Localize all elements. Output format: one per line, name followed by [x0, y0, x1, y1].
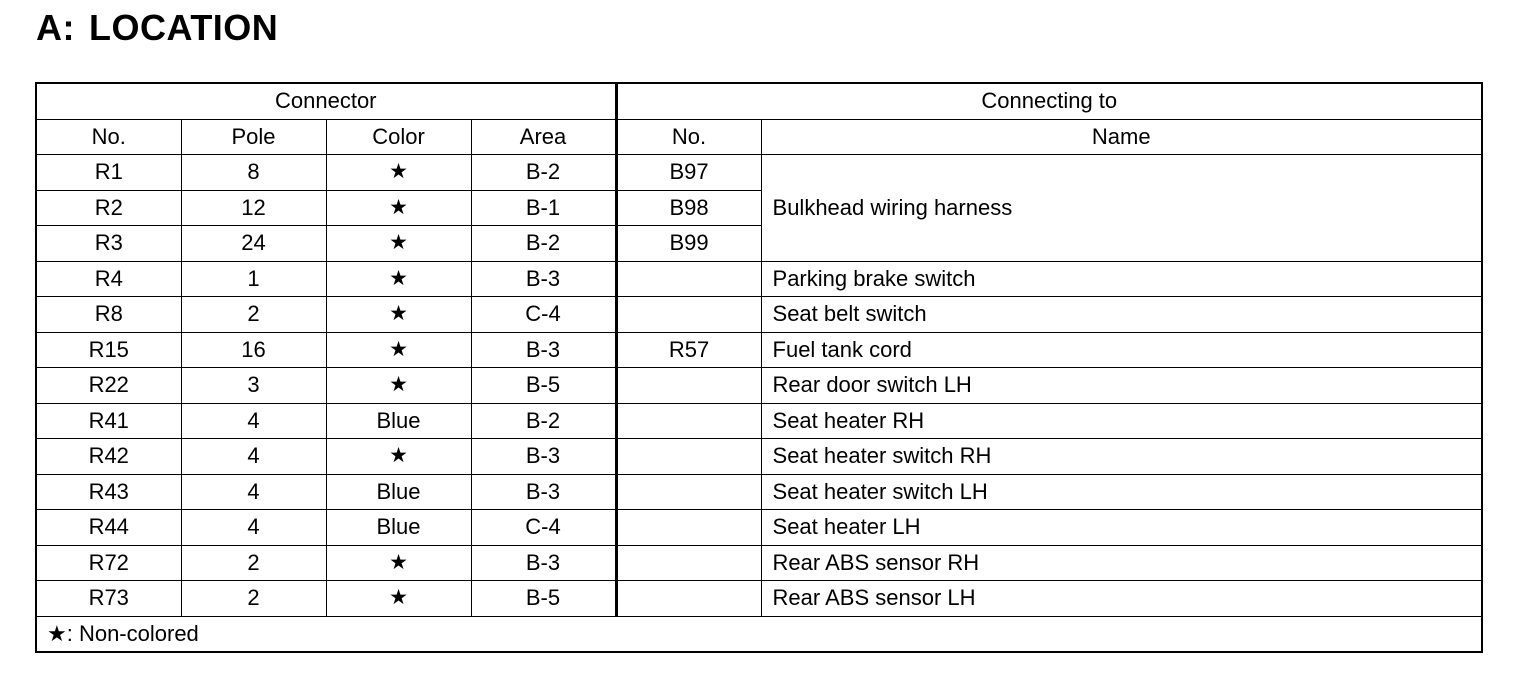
cell-pole: 2 — [181, 581, 326, 617]
cell-to-no — [616, 510, 761, 546]
cell-color: Blue — [326, 403, 471, 439]
table-row — [36, 474, 1482, 510]
cell-pole: 8 — [181, 155, 326, 191]
col-header-no: No. — [36, 119, 181, 155]
column-header-row — [36, 119, 1482, 155]
table-row — [36, 332, 1482, 368]
cell-area: B-3 — [471, 332, 616, 368]
table-row — [36, 581, 1482, 617]
cell-to-no — [616, 403, 761, 439]
table-row — [36, 403, 1482, 439]
cell-area: C-4 — [471, 297, 616, 333]
cell-to-name: Rear ABS sensor RH — [761, 545, 1482, 581]
group-header-row — [36, 83, 1482, 119]
cell-area: B-5 — [471, 581, 616, 617]
cell-no: R73 — [36, 581, 181, 617]
cell-no: R44 — [36, 510, 181, 546]
cell-color: ★ — [326, 190, 471, 226]
connecting-to-group-header: Connecting to — [616, 83, 1482, 119]
cell-no: R4 — [36, 261, 181, 297]
col-header-color: Color — [326, 119, 471, 155]
table-row — [36, 510, 1482, 546]
cell-to-no: B98 — [616, 190, 761, 226]
cell-area: B-3 — [471, 439, 616, 475]
cell-color: Blue — [326, 510, 471, 546]
cell-area: B-3 — [471, 261, 616, 297]
cell-area: B-2 — [471, 226, 616, 262]
cell-pole: 4 — [181, 439, 326, 475]
cell-pole: 3 — [181, 368, 326, 404]
cell-to-name: Seat heater switch RH — [761, 439, 1482, 475]
cell-no: R72 — [36, 545, 181, 581]
cell-color: ★ — [326, 297, 471, 333]
col-header-to-name: Name — [761, 119, 1482, 155]
cell-to-name: Seat heater LH — [761, 510, 1482, 546]
connector-group-header: Connector — [36, 83, 616, 119]
cell-area: C-4 — [471, 510, 616, 546]
cell-to-no — [616, 368, 761, 404]
cell-area: B-2 — [471, 155, 616, 191]
cell-to-name: Bulkhead wiring harness — [761, 155, 1482, 262]
cell-area: B-3 — [471, 474, 616, 510]
cell-color: ★ — [326, 155, 471, 191]
cell-pole: 4 — [181, 474, 326, 510]
footnote-non-colored: ★: Non-colored — [36, 616, 1482, 652]
section-title: LOCATION — [89, 7, 279, 48]
cell-pole: 2 — [181, 545, 326, 581]
connector-location-table — [35, 82, 1483, 653]
cell-to-name: Seat heater RH — [761, 403, 1482, 439]
cell-no: R43 — [36, 474, 181, 510]
cell-to-no: B99 — [616, 226, 761, 262]
table-row — [36, 439, 1482, 475]
cell-area: B-1 — [471, 190, 616, 226]
table-row — [36, 545, 1482, 581]
cell-pole: 2 — [181, 297, 326, 333]
cell-no: R15 — [36, 332, 181, 368]
section-letter: A: — [36, 7, 75, 48]
cell-no: R41 — [36, 403, 181, 439]
table-row — [36, 261, 1482, 297]
cell-no: R8 — [36, 297, 181, 333]
cell-to-no — [616, 439, 761, 475]
cell-pole: 1 — [181, 261, 326, 297]
page-title — [36, 6, 278, 50]
col-header-to-no: No. — [616, 119, 761, 155]
cell-area: B-3 — [471, 545, 616, 581]
cell-no: R1 — [36, 155, 181, 191]
cell-no: R42 — [36, 439, 181, 475]
cell-color: Blue — [326, 474, 471, 510]
footnote-row — [36, 616, 1482, 652]
cell-pole: 12 — [181, 190, 326, 226]
cell-to-no — [616, 474, 761, 510]
cell-to-name: Rear ABS sensor LH — [761, 581, 1482, 617]
cell-color: ★ — [326, 226, 471, 262]
col-header-area: Area — [471, 119, 616, 155]
cell-to-name: Seat heater switch LH — [761, 474, 1482, 510]
cell-pole: 24 — [181, 226, 326, 262]
cell-to-no: B97 — [616, 155, 761, 191]
cell-to-name: Parking brake switch — [761, 261, 1482, 297]
cell-to-no — [616, 261, 761, 297]
col-header-pole: Pole — [181, 119, 326, 155]
cell-to-no — [616, 581, 761, 617]
cell-pole: 16 — [181, 332, 326, 368]
cell-to-name: Fuel tank cord — [761, 332, 1482, 368]
cell-pole: 4 — [181, 403, 326, 439]
table-row — [36, 368, 1482, 404]
cell-to-no: R57 — [616, 332, 761, 368]
cell-no: R22 — [36, 368, 181, 404]
cell-area: B-5 — [471, 368, 616, 404]
cell-area: B-2 — [471, 403, 616, 439]
cell-color: ★ — [326, 439, 471, 475]
cell-color: ★ — [326, 545, 471, 581]
cell-color: ★ — [326, 581, 471, 617]
cell-color: ★ — [326, 332, 471, 368]
cell-to-name: Seat belt switch — [761, 297, 1482, 333]
cell-no: R3 — [36, 226, 181, 262]
cell-pole: 4 — [181, 510, 326, 546]
cell-color: ★ — [326, 261, 471, 297]
table-row — [36, 297, 1482, 333]
cell-to-no — [616, 297, 761, 333]
cell-to-no — [616, 545, 761, 581]
cell-no: R2 — [36, 190, 181, 226]
table-row — [36, 155, 1482, 191]
cell-to-name: Rear door switch LH — [761, 368, 1482, 404]
cell-color: ★ — [326, 368, 471, 404]
